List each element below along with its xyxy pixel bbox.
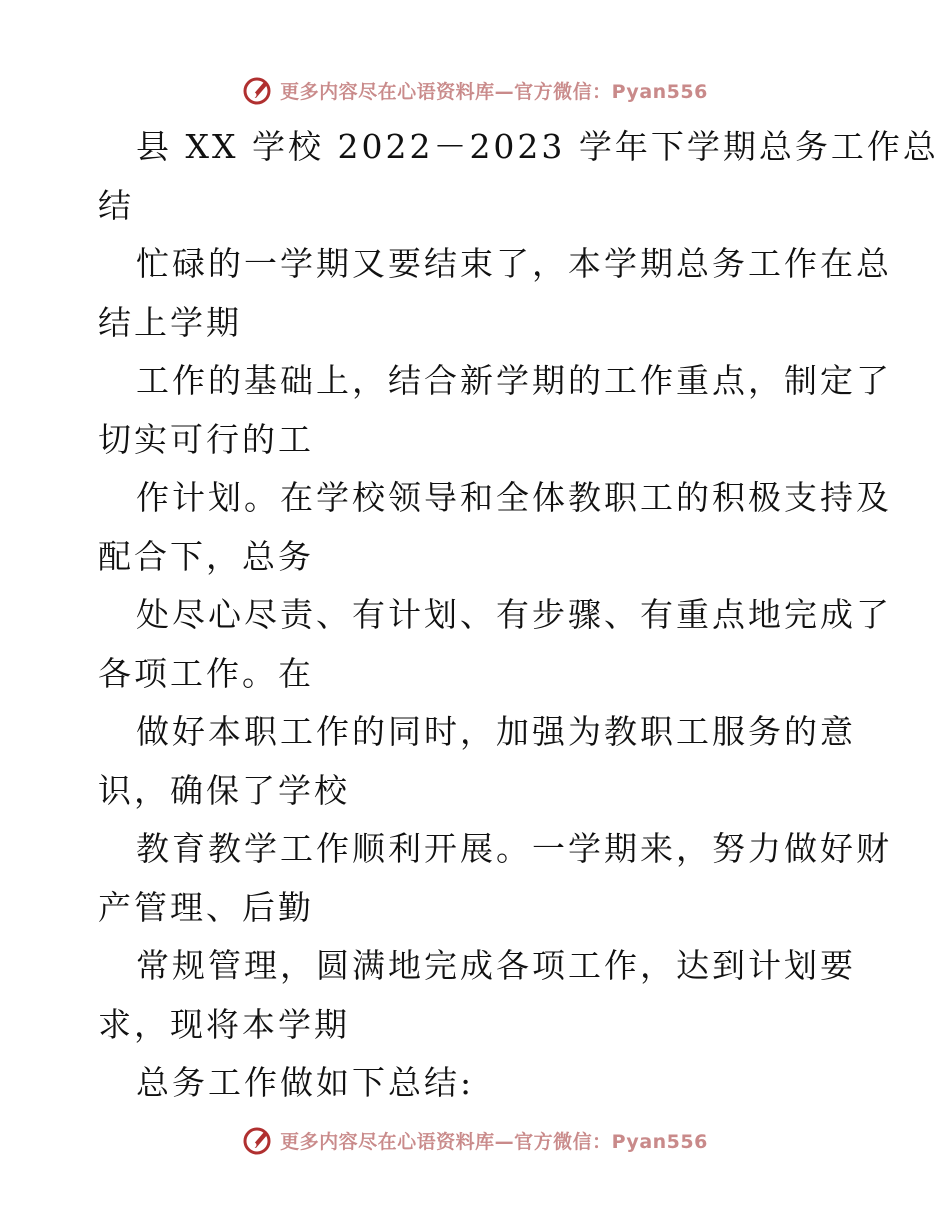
title-line-2: 结 <box>98 185 134 225</box>
paragraph-line: 产管理、后勤 <box>98 887 314 927</box>
header-watermark-text: 更多内容尽在心语资料库—官方微信：Pyan556 <box>280 80 708 103</box>
paragraph-line: 常规管理，圆满地完成各项工作，达到计划要 <box>136 946 856 985</box>
title-line-1: 县 XX 学校 2022－2023 学年下学期总务工作总 <box>136 127 939 166</box>
paragraph-line: 作计划。在学校领导和全体教职工的积极支持及 <box>136 478 892 517</box>
paragraph-line: 结上学期 <box>98 302 242 342</box>
footer-watermark-banner <box>0 1120 950 1160</box>
paragraph-line: 教育教学工作顺利开展。一学期来，努力做好财 <box>136 829 892 868</box>
footer-watermark-text: 更多内容尽在心语资料库—官方微信：Pyan556 <box>280 1130 708 1153</box>
header-watermark-banner <box>0 70 950 110</box>
paragraph-line: 识，确保了学校 <box>98 770 350 810</box>
document-body <box>98 118 939 1113</box>
pen-nib-circle-logo-icon <box>242 1124 274 1156</box>
paragraph-line: 处尽心尽责、有计划、有步骤、有重点地完成了 <box>136 595 892 634</box>
paragraph-line: 各项工作。在 <box>98 653 314 693</box>
paragraph-line: 配合下，总务 <box>98 536 314 576</box>
paragraph-line: 总务工作做如下总结: <box>136 1063 475 1102</box>
paragraph-line: 忙碌的一学期又要结束了，本学期总务工作在总 <box>136 244 892 283</box>
paragraph-line: 求，现将本学期 <box>98 1004 350 1044</box>
paragraph-line: 切实可行的工 <box>98 419 314 459</box>
paragraph-line: 工作的基础上，结合新学期的工作重点，制定了 <box>136 361 892 400</box>
paragraph-line: 做好本职工作的同时，加强为教职工服务的意 <box>136 712 856 751</box>
pen-nib-circle-logo-icon <box>242 74 274 106</box>
